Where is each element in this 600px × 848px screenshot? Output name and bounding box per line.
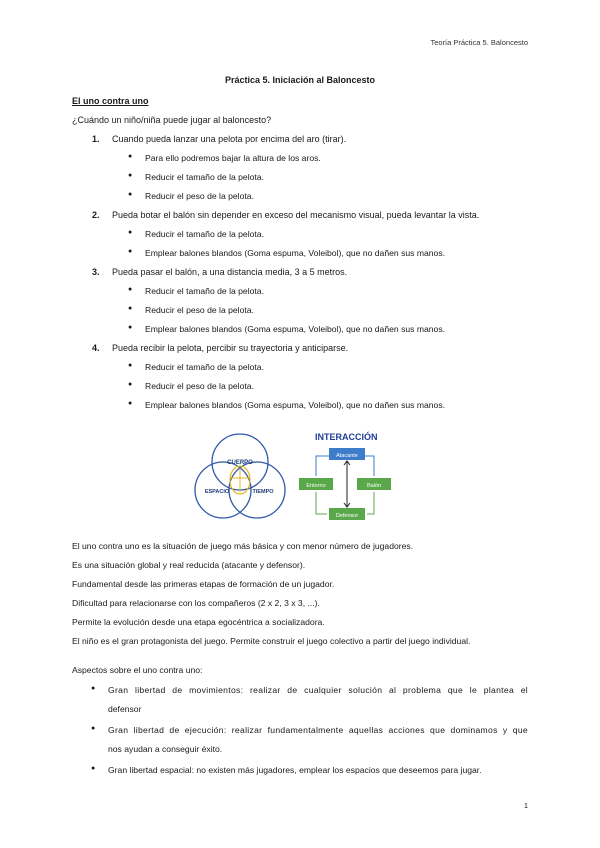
list-item xyxy=(92,343,348,353)
paragraph: El uno contra uno es la situación de juego más básica y con menor número de jugadores. xyxy=(72,541,414,551)
aspect-item-line2: nos ayudan a conseguir éxito. xyxy=(108,744,223,754)
connector-left-bottom xyxy=(316,492,327,514)
running-header: Teoría Práctica 5. Baloncesto xyxy=(430,38,528,47)
list-item xyxy=(92,134,346,144)
page-number: 1 xyxy=(523,801,528,810)
item-text: Pueda recibir la pelota, percibir su trayectoria y anticiparse. xyxy=(112,343,349,353)
list-bullet: ● Reducir el peso de la pelota. xyxy=(145,305,254,315)
venn-diagram xyxy=(185,428,295,524)
item-number: 1. xyxy=(92,134,100,144)
list-item xyxy=(92,267,347,277)
list-item xyxy=(92,210,479,220)
list-bullet: ● Reducir el tamaño de la pelota. xyxy=(145,172,264,182)
box-balon-label: Balón xyxy=(366,483,382,489)
venn-label-espacio: ESPACIO xyxy=(204,489,230,495)
paragraph: Dificultad para relacionarse con los compañeros (2 x 2, 3 x 3, ...). xyxy=(72,598,320,608)
item-number: 4. xyxy=(92,343,100,353)
list-bullet: ● Reducir el tamaño de la pelota. xyxy=(145,362,264,372)
section-heading: El uno contra uno xyxy=(72,96,149,106)
interaction-diagram xyxy=(295,428,405,524)
paragraph: Fundamental desde las primeras etapas de formación de un jugador. xyxy=(72,579,335,589)
list-bullet: ● Reducir el tamaño de la pelota. xyxy=(145,286,264,296)
item-number: 3. xyxy=(92,267,100,277)
paragraph: Permite la evolución desde una etapa egocéntrica a socializadora. xyxy=(72,617,325,627)
box-atacante-label: Atacante xyxy=(336,453,358,459)
page-title: Práctica 5. Iniciación al Baloncesto xyxy=(224,75,376,85)
paragraph: El niño es el gran protagonista del juego. Permite construir el juego colectivo a partir del juego individual. xyxy=(72,636,471,646)
item-number: 2. xyxy=(92,210,100,220)
list-bullet: ● Emplear balones blandos (Goma espuma, Voleibol), que no dañen sus manos. xyxy=(145,400,445,410)
box-defensor-label: Defensor xyxy=(335,513,359,519)
aspect-item-line1: ● Gran libertad espacial: no existen más jugadores, emplear los espacios que deseemos para jugar. xyxy=(108,765,482,775)
list-bullet: ● Para ello podremos bajar la altura de los aros. xyxy=(145,153,321,163)
aspect-item-line1: ● Gran libertad de ejecución: realizar fundamentalmente aquellas acciones que dominamos y que xyxy=(108,725,528,735)
connector-right-bottom xyxy=(367,492,374,514)
list-bullet: ● Emplear balones blandos (Goma espuma, Voleibol), que no dañen sus manos. xyxy=(145,324,445,334)
venn-label-tiempo: TIEMPO xyxy=(252,489,274,495)
connector-right-top xyxy=(365,456,374,476)
item-text: Pueda pasar el balón, a una distancia media, 3 a 5 metros. xyxy=(112,267,348,277)
question: ¿Cuándo un niño/niña puede jugar al baloncesto? xyxy=(72,115,272,125)
list-bullet: ● Reducir el peso de la pelota. xyxy=(145,191,254,201)
list-bullet: ● Emplear balones blandos (Goma espuma, Voleibol), que no dañen sus manos. xyxy=(145,248,445,258)
item-text: Pueda botar el balón sin depender en exceso del mecanismo visual, pueda levantar la vista. xyxy=(112,210,480,220)
list-bullet: ● Reducir el tamaño de la pelota. xyxy=(145,229,264,239)
interaction-title: INTERACCIÓN xyxy=(315,432,378,442)
list-bullet: ● Reducir el peso de la pelota. xyxy=(145,381,254,391)
box-entorno-label: Entorno xyxy=(306,483,326,489)
aspects-title: Aspectos sobre el uno contra uno: xyxy=(72,665,203,675)
item-text: Cuando pueda lanzar una pelota por encima del aro (tirar). xyxy=(112,134,347,144)
venn-label-cuerpo: CUERPO xyxy=(227,460,253,466)
paragraph: Es una situación global y real reducida (atacante y defensor). xyxy=(72,560,306,570)
aspect-item-line2: defensor xyxy=(108,704,142,714)
connector-left-top xyxy=(316,456,329,476)
aspect-item-line1: ● Gran libertad de movimientos: realizar de cualquier solución al problema que le plantea el xyxy=(108,685,528,695)
